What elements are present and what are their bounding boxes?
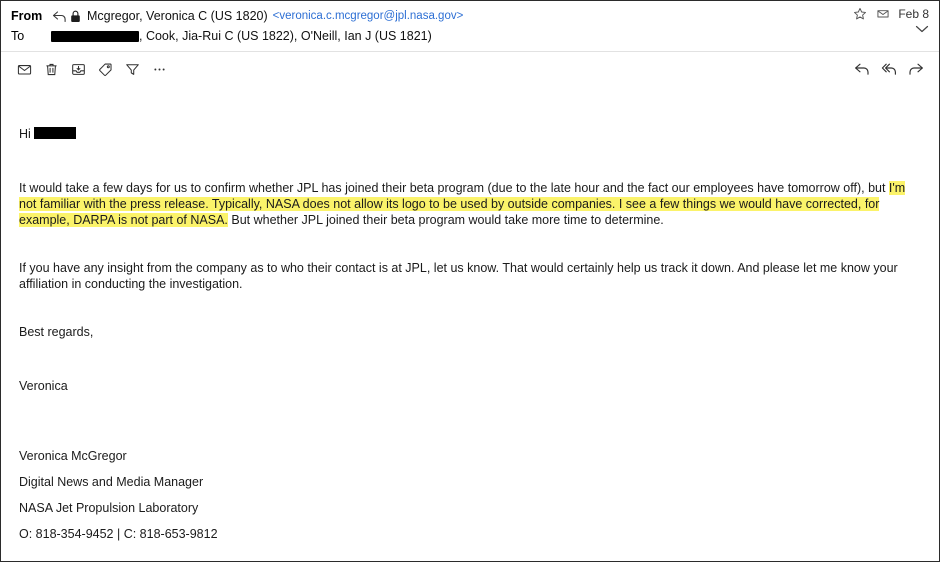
forward-button[interactable] bbox=[902, 57, 929, 81]
to-value bbox=[51, 28, 929, 45]
sender-name: Mcgregor, Veronica C (US 1820) bbox=[87, 9, 268, 23]
more-options-button[interactable] bbox=[146, 57, 173, 81]
signature-line-phone: O: 818-354-9452 | C: 818-653-9812 bbox=[19, 527, 218, 541]
delete-button[interactable] bbox=[38, 57, 65, 81]
signer-line: Veronica bbox=[19, 379, 68, 393]
reply-all-arrow-icon bbox=[881, 61, 897, 77]
expand-header-button[interactable] bbox=[915, 23, 929, 37]
to-label: To bbox=[11, 29, 25, 43]
paragraph-2: If you have any insight from the company as to who their contact is at JPL, let us know. That would certainly help us track it down. And please let me know your affiliation in conducting the investigation. bbox=[19, 261, 898, 291]
tag-icon bbox=[98, 61, 114, 77]
message-body bbox=[1, 86, 939, 561]
flag-icon[interactable] bbox=[875, 6, 891, 22]
paragraph-1-highlight: I'm not familiar with the press release. Typically, NASA does not allow its logo to be used by outside companies. I see a few things we would have corrected, for example, DARPA is not part of NASA. bbox=[19, 181, 906, 227]
redacted-recipient bbox=[51, 31, 139, 42]
from-row bbox=[11, 7, 929, 27]
message-date: Feb 8 bbox=[898, 7, 929, 21]
archive-box-icon bbox=[71, 61, 87, 77]
forward-arrow-icon bbox=[908, 61, 924, 77]
message-header bbox=[1, 1, 939, 51]
paragraph-1-post: But whether JPL joined their beta program would take more time to determine. bbox=[227, 213, 664, 227]
reply-all-button[interactable] bbox=[875, 57, 902, 81]
greeting-line bbox=[19, 126, 921, 142]
to-row bbox=[11, 27, 929, 47]
signature-line-title: Digital News and Media Manager bbox=[19, 475, 204, 489]
greeting-text: Hi bbox=[19, 127, 31, 141]
sender-email[interactable]: <veronica.c.mcgregor@jpl.nasa.gov> bbox=[272, 10, 464, 22]
signature-line-org: NASA Jet Propulsion Laboratory bbox=[19, 501, 199, 515]
signature-line-name: Veronica McGregor bbox=[19, 449, 127, 463]
message-toolbar bbox=[1, 51, 939, 86]
ellipsis-icon bbox=[152, 61, 168, 77]
funnel-icon bbox=[125, 61, 141, 77]
toolbar-right-group bbox=[848, 52, 929, 86]
star-icon[interactable] bbox=[852, 6, 868, 22]
paragraph-1-pre: It would take a few days for us to confirm whether JPL has joined their beta program (due to the late hour and the fact our employees have tomorrow off), but bbox=[19, 181, 889, 195]
reply-button[interactable] bbox=[848, 57, 875, 81]
redacted-greeting-name bbox=[34, 127, 76, 139]
trash-icon bbox=[44, 61, 60, 77]
toolbar-left-group bbox=[11, 57, 173, 81]
lock-icon bbox=[67, 8, 83, 24]
closing-line: Best regards, bbox=[19, 325, 94, 339]
mark-unread-button[interactable] bbox=[11, 57, 38, 81]
recipient-list: , Cook, Jia-Rui C (US 1822), O'Neill, Ian J (US 1821) bbox=[139, 29, 432, 43]
filter-button[interactable] bbox=[119, 57, 146, 81]
tag-button[interactable] bbox=[92, 57, 119, 81]
archive-button[interactable] bbox=[65, 57, 92, 81]
reply-arrow-icon bbox=[51, 8, 67, 24]
from-value bbox=[51, 8, 929, 25]
header-actions bbox=[852, 6, 929, 22]
envelope-icon bbox=[17, 61, 33, 77]
paragraph-1 bbox=[19, 180, 921, 228]
reply-arrow-icon bbox=[854, 61, 870, 77]
from-label: From bbox=[11, 9, 43, 23]
